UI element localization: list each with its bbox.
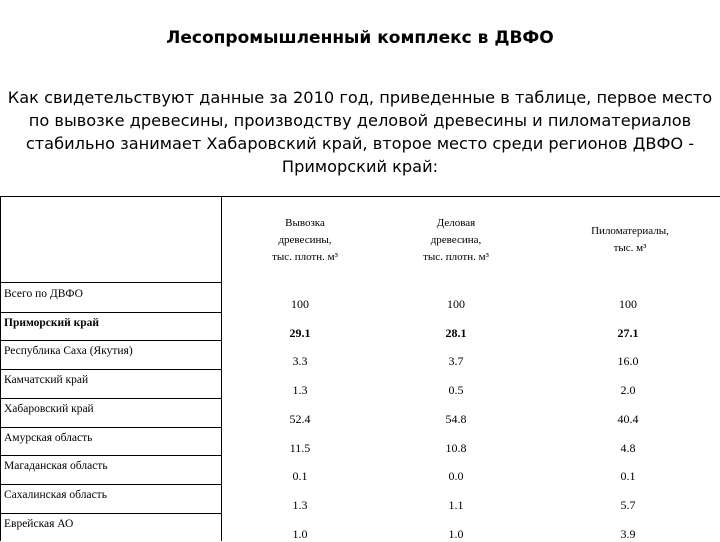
cell-value: 5.7 [620,497,636,512]
cell-value: 54.8 [445,411,467,426]
cell-value: 3.7 [448,354,464,369]
row-label: Приморский край [4,316,100,329]
row-divider [0,484,221,485]
cell-value: 28.1 [445,325,467,340]
cell-value: 27.1 [617,325,639,340]
header-sawn-timber: Пиломатериалы, тыс. м³ [591,225,669,254]
row-label: Еврейская АО [4,517,74,530]
cell-value: 1.1 [448,497,464,512]
row-divider [0,312,221,313]
header-empty-cell [0,197,222,283]
cell-value: 40.4 [617,411,639,426]
row-divider [0,340,221,341]
cell-value: 1.0 [292,526,308,541]
row-label: Магаданская область [4,460,108,473]
row-label: Всего по ДВФО [4,288,83,300]
row-label: Хабаровский край [4,402,94,415]
cell-value: 52.4 [289,411,311,426]
cell-value: 10.8 [445,440,467,455]
cell-value: 11.5 [289,440,311,455]
cell-value: 0.1 [292,469,308,484]
cell-value: 100 [447,297,465,311]
intro-paragraph: Как свидетельствуют данные за 2010 год, приведенные в таблице, первое место по вывозке древесины, производству деловой древесины и пиломатериалов стабильно занимает Хабаровский край, второе место среди регионов ДВФО - Приморский край: [7,88,713,176]
row-divider [0,369,221,370]
row-divider [0,513,221,514]
cell-value: 16.0 [617,354,639,369]
header-industrial-wood: Деловая древесина, тыс. плотн. м³ [423,216,489,263]
forestry-table [0,196,720,541]
cell-value: 29.1 [289,325,311,340]
cell-value: 2.0 [620,383,636,398]
page-title: Лесопромышленный комплекс в ДВФО [166,28,554,48]
cell-value: 0.0 [448,469,464,484]
row-label: Амурская область [4,431,93,444]
cell-value: 1.3 [292,497,308,512]
row-label: Камчатский край [4,374,89,387]
row-label: Сахалинская область [4,488,107,501]
cell-value: 3.9 [620,526,636,541]
header-timber-removal: Вывозка древесины, тыс. плотн. м³ [272,216,338,263]
row-divider [0,398,221,399]
row-label: Республика Саха (Якутия) [4,345,133,358]
row-divider [0,455,221,456]
cell-value: 100 [619,297,637,311]
cell-value: 3.3 [292,354,308,369]
cell-value: 1.0 [448,526,464,541]
cell-value: 100 [291,297,309,311]
cell-value: 1.3 [292,383,308,398]
cell-value: 0.5 [448,383,464,398]
row-divider [0,427,221,428]
cell-value: 0.1 [620,469,636,484]
cell-value: 4.8 [620,440,636,455]
